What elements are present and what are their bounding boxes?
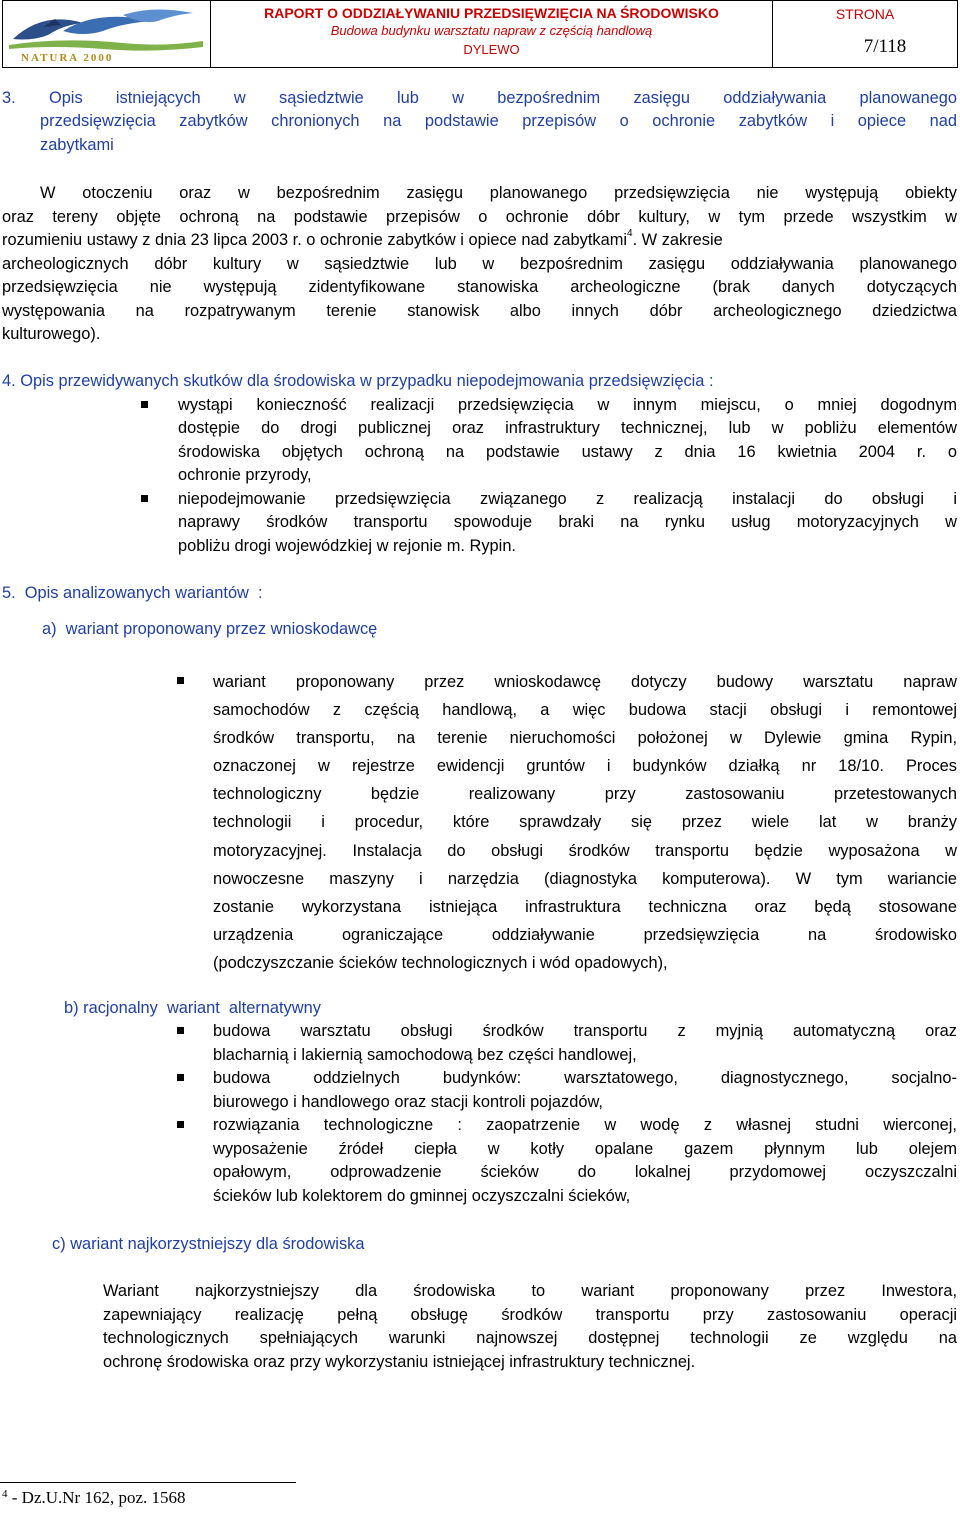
header-page-cell xyxy=(773,1,957,67)
footnote-number: 4 xyxy=(2,1488,8,1500)
variant-b-bullet-2-line-2: biurowego i handlowego oraz stacji kontroli pojazdów, xyxy=(213,1093,603,1111)
variant-b-bullet-3-line-2: wyposażenie źródeł ciepła w kotły opalane gazem płynnym lub olejem xyxy=(213,1140,957,1158)
section-4-bullet-1-line-3: środowiska objętych ochroną na podstawie ustawy z dnia 16 kwietnia 2004 r. o xyxy=(178,443,957,461)
section-3-para-line-5: przedsięwzięcia nie występują zidentyfikowane stanowiska archeologiczne (brak danych dotyczących xyxy=(2,278,957,296)
section-4-heading: 4. Opis przewidywanych skutków dla środowiska w przypadku niepodejmowania przedsięwzięcia : xyxy=(2,372,714,390)
footnote xyxy=(2,1488,186,1508)
section-5-heading: 5. Opis analizowanych wariantów : xyxy=(2,584,263,602)
page-label: STRONA xyxy=(835,6,895,22)
section-3-para-line-3 xyxy=(2,229,957,253)
header-logo-cell xyxy=(3,1,211,67)
section-3-para-line-3-tail: . W zakresie xyxy=(632,231,723,249)
variant-b-bullet-1-line-1: budowa warsztatu obsługi środków transportu z myjnią automatyczną oraz xyxy=(213,1022,957,1040)
variant-a-line-7: motoryzacyjnej. Instalacja do obsługi środków transportu będzie wyposażona w xyxy=(213,842,957,860)
variant-b-bullet-2-line-1: budowa oddzielnych budynków: warsztatowego, diagnostycznego, socjalno- xyxy=(213,1069,957,1087)
section-3-heading-line-1: 3. Opis istniejących w sąsiedztwie lub w bezpośrednim zasięgu oddziaływania planowanego xyxy=(2,89,957,107)
variant-c-line-4: ochronę środowiska oraz przy wykorzystaniu istniejącej infrastruktury technicznej. xyxy=(103,1353,696,1371)
natura-2000-logo xyxy=(3,1,209,67)
variant-b-bullet-3-line-1: rozwiązania technologiczne : zaopatrzenie w wodę z własnej studni wierconej, xyxy=(213,1116,957,1134)
section-3-para-line-6: występowania na rozpatrywanym terenie stanowisk albo innych dóbr archeologicznego dziedzictwa xyxy=(2,302,957,320)
section-3-para-line-3-text: rozumieniu ustawy z dnia 23 lipca 2003 r. o ochronie zabytków i opiece nad zabytkami xyxy=(2,231,628,249)
variant-b-bullet-3-line-3: opałowym, odprowadzenie ścieków do lokalnej przydomowej oczyszczalni xyxy=(213,1163,957,1181)
variant-b-heading: b) racjonalny wariant alternatywny xyxy=(64,999,321,1017)
logo-text: NATURA 2000 xyxy=(21,52,114,64)
section-4-bullet-2-line-2: naprawy środków transportu spowoduje braki na rynku usług motoryzacyjnych w xyxy=(178,513,957,531)
variant-c-line-1: Wariant najkorzystniejszy dla środowiska to wariant proponowany przez Inwestora, xyxy=(103,1282,957,1300)
variant-a-line-11: (podczyszczanie ścieków technologicznych i wód opadowych), xyxy=(213,954,668,972)
section-4-bullet-2-line-1: niepodejmowanie przedsięwzięcia związanego z realizacją instalacji do obsługi i xyxy=(178,490,957,508)
header-title-cell xyxy=(211,1,773,67)
section-3-heading-line-3: zabytkami xyxy=(40,136,114,154)
report-location: DYLEWO xyxy=(463,42,520,57)
report-title: RAPORT O ODDZIAŁYWANIU PRZEDSIĘWZIĘCIA NA ŚRODOWISKO xyxy=(264,5,719,21)
page-number: 7/118 xyxy=(863,36,907,57)
variant-a-line-10: urządzenia ograniczające oddziaływanie przedsięwzięcia na środowisko xyxy=(213,926,957,944)
report-subtitle: Budowa budynku warsztatu napraw z częścią handlową xyxy=(330,23,653,38)
section-3-para-line-4: archeologicznych dóbr kultury w sąsiedztwie lub w bezpośrednim zasięgu oddziaływania planowanego xyxy=(2,255,957,273)
variant-c-line-2: zapewniający realizację pełną obsługę środków transportu przy zastosowaniu operacji xyxy=(103,1306,957,1324)
bullet-square-icon xyxy=(141,495,148,502)
bullet-square-icon xyxy=(177,677,184,684)
variant-a-line-8: nowoczesne maszyny i narzędzia (diagnostyka komputerowa). W tym wariancie xyxy=(213,870,957,888)
variant-b-bullet-3-line-4: ścieków lub kolektorem do gminnej oczyszczalni ścieków, xyxy=(213,1187,631,1205)
section-3-para-line-1: W otoczeniu oraz w bezpośrednim zasięgu planowanego przedsięwzięcia nie występują obiekty xyxy=(40,184,957,202)
section-4-bullet-1-line-2: dostępie do drogi publicznej oraz infrastruktury technicznej, lub w pobliżu elementów xyxy=(178,419,957,437)
variant-a-line-4: oznaczonej w rejestrze ewidencji gruntów i budynków działką nr 18/10. Proces xyxy=(213,757,957,775)
variant-a-line-6: technologii i procedur, które sprawdzały się przez wiele lat w branży xyxy=(213,813,957,831)
bullet-square-icon xyxy=(177,1074,184,1081)
variant-c-line-3: technologicznych spełniających warunki najnowszej dostępnej technologii ze względu na xyxy=(103,1329,957,1347)
section-3-para-line-2: oraz tereny objęte ochroną na podstawie przepisów o ochronie dóbr kultury, w tym przede wszystkim w xyxy=(2,208,957,226)
bullet-square-icon xyxy=(141,401,148,408)
variant-b-bullet-1-line-2: blacharnią i lakiernią samochodową bez części handlowej, xyxy=(213,1046,637,1064)
variant-a-line-9: zostanie wykorzystana istniejąca infrastruktura techniczna oraz będą stosowane xyxy=(213,898,957,916)
bullet-square-icon xyxy=(177,1027,184,1034)
section-4-bullet-1-line-1: wystąpi konieczność realizacji przedsięwzięcia w innym miejscu, o mniej dogodnym xyxy=(178,396,957,414)
variant-a-line-5: technologiczny będzie realizowany przy zastosowaniu przetestowanych xyxy=(213,785,957,803)
bullet-square-icon xyxy=(177,1121,184,1128)
footnote-ref: 4 xyxy=(627,228,633,239)
variant-a-heading: a) wariant proponowany przez wnioskodawcę xyxy=(42,620,378,638)
footnote-text: - Dz.U.Nr 162, poz. 1568 xyxy=(7,1488,186,1507)
section-3-heading-line-2: przedsięwzięcia zabytków chronionych na podstawie przepisów o ochronie zabytków i opiece nad xyxy=(40,112,957,130)
variant-a-line-2: samochodów z częścią handlową, a więc budowa stacji obsługi i remontowej xyxy=(213,701,957,719)
section-4-bullet-1-line-4: ochronie przyrody, xyxy=(178,466,312,484)
variant-a-line-3: środków transportu, na terenie nieruchomości położonej w Dylewie gmina Rypin, xyxy=(213,729,957,747)
variant-a-line-1: wariant proponowany przez wnioskodawcę dotyczy budowy warsztatu napraw xyxy=(213,673,957,691)
section-4-bullet-2-line-3: pobliżu drogi wojewódzkiej w rejonie m. Rypin. xyxy=(178,537,516,555)
section-3-para-line-7: kulturowego). xyxy=(2,325,101,343)
variant-c-heading: c) wariant najkorzystniejszy dla środowiska xyxy=(52,1235,365,1253)
footnote-separator xyxy=(0,1482,296,1483)
page-header xyxy=(2,0,958,68)
